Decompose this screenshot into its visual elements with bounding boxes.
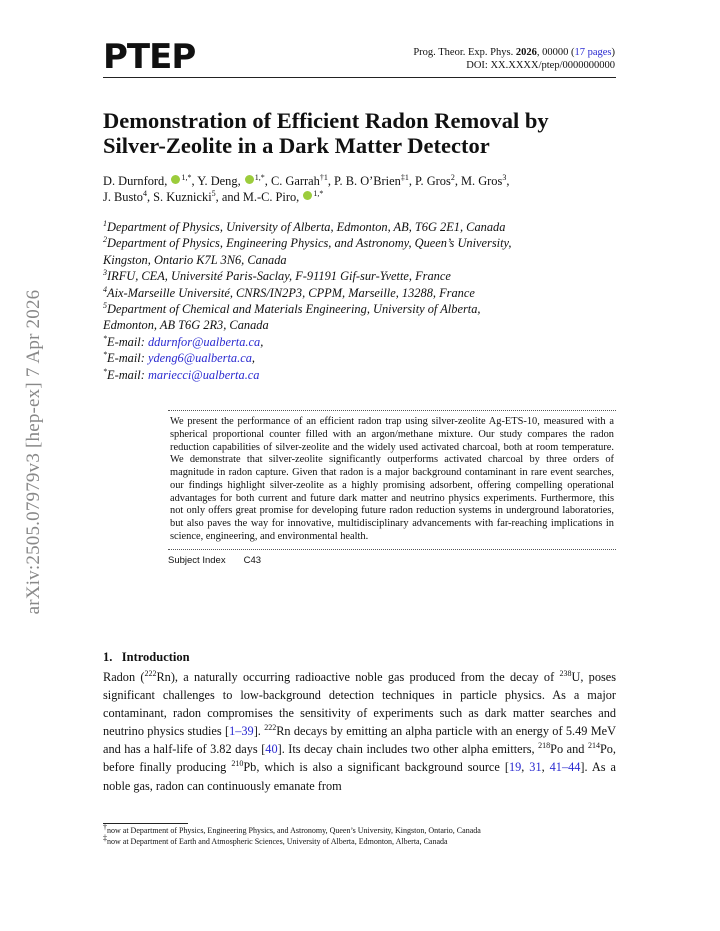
author-name: , S. Kuznicki (146, 190, 212, 204)
footnote-mark: ‡ (103, 832, 107, 842)
pages-close: ) (611, 47, 615, 58)
author-name: , P. B. O’Brien (327, 174, 401, 188)
citation-line (413, 46, 615, 59)
author-affil-mark: ‡1 (400, 172, 409, 182)
affiliation-line (103, 268, 623, 284)
isotope-mass: 214 (587, 741, 600, 751)
citation-link[interactable]: 19 (508, 760, 522, 775)
author-name: D. Durnford, (103, 174, 171, 188)
author-affil-mark: 3 (502, 172, 507, 182)
footnote-text: now at Department of Physics, Engineering Physics, and Astronomy, Queen’s University, Kingston, Ontario, Canada (107, 826, 481, 835)
body-text: ]. As a noble gas, radon can continuously emanate from (103, 760, 616, 793)
footnote-rule (103, 823, 188, 824)
affil-text: Aix-Marseille Université, CNRS/IN2P3, CPPM, Marseille, 13288, France (107, 285, 475, 300)
abstract-box (168, 410, 616, 566)
affil-text: Edmonton, AB T6G 2R3, Canada (103, 318, 269, 333)
author-affil-mark: †1 (319, 172, 328, 182)
affiliation-line (103, 235, 623, 251)
email-punct: , (251, 351, 256, 366)
section-number: 1. (103, 650, 113, 664)
body-text: U, poses significant challenges to low-background detection techniques in particle physics. As a major contaminant, radon compromises the sensitivity of experiments such as dark matter searches and neutrino physics studies [ (103, 670, 617, 739)
isotope-mass: 238 (559, 668, 572, 678)
isotope-mass: 222 (264, 723, 277, 733)
subject-label: Subject Index (168, 554, 226, 566)
affiliation-line (103, 219, 623, 235)
journal-name: Prog. Theor. Exp. Phys. (413, 47, 516, 58)
body-text: Radon ( (103, 670, 145, 684)
email-label: E-mail: (107, 334, 148, 349)
affil-text: Department of Chemical and Materials Engineering, University of Alberta, (107, 302, 481, 317)
author-name: , Y. Deng, (191, 174, 244, 188)
affiliation-line (103, 252, 623, 268)
affiliation-line (103, 317, 623, 333)
email-link[interactable]: mariecci@ualberta.ca (147, 367, 260, 382)
affil-number: 1 (103, 218, 107, 228)
email-punct: , (260, 334, 264, 349)
pages-link[interactable]: 17 pages (574, 47, 612, 58)
affil-number: 3 (103, 268, 107, 278)
isotope-mass: 210 (231, 759, 244, 769)
abstract-text: We present the performance of an efficient radon trap using silver-zeolite Ag-ETS-10, measured with a spherical proportional counter filled with an argon/methane mixture. Our study compares the radon reduction capabilities of silver-zeolite and the widely used activated charcoal, both at room temperature. We demonstrate that silver-zeolite significantly outperforms activated charcoal by three orders of magnitude in radon capture. Given that radon is a major background contaminant in rare event searches, our findings highlight silver-zeolite as a highly promising adsorbent, offering compelling operational advantages for both current and future dark matter and neutrino physics experiments. Furthermore, this not only offers great promise for developing future radon reduction systems in underground laboratories, but also paves the way for innovative, multidisciplinary advancements with far-reaching implications in science, engineering, and environmental health. (170, 416, 614, 542)
email-asterisk: * (103, 333, 107, 343)
paper-title (103, 108, 623, 158)
subject-code: C43 (243, 554, 262, 566)
affiliation-line (103, 285, 623, 301)
title-line-1: Demonstration of Efficient Radon Removal by (103, 108, 549, 133)
body-text: ]. Its decay chain includes two other alpha emitters, (277, 742, 539, 757)
abstract-top-rule (168, 410, 616, 411)
journal-logo: PTEP (103, 37, 196, 77)
author-affil-mark: 1,* (181, 172, 192, 182)
affil-text: Department of Physics, University of Alberta, Edmonton, AB, T6G 2E1, Canada (107, 220, 506, 234)
footnote (103, 822, 623, 837)
body-text: Pb, which is also a significant background source [ (243, 760, 509, 775)
email-asterisk: * (103, 366, 107, 376)
isotope-mass: 222 (144, 668, 157, 678)
citation-link[interactable]: 31 (529, 760, 542, 775)
footnote (103, 832, 623, 848)
orcid-icon[interactable] (171, 175, 180, 184)
affil-text: IRFU, CEA, Université Paris-Saclay, F-91191 Gif-sur-Yvette, France (107, 269, 451, 284)
article-number: , 00000 ( (536, 47, 575, 58)
subject-index (168, 555, 616, 566)
affil-number: 4 (103, 284, 107, 294)
affiliation-line (103, 301, 623, 317)
author-name: , C. Garrah (264, 174, 320, 188)
footnote-mark: † (103, 822, 107, 832)
author-affil-mark: 2 (450, 172, 455, 182)
author-affil-mark: 1,* (313, 188, 324, 198)
affil-number: 2 (103, 235, 107, 245)
footnote-text: now at Department of Earth and Atmospheric Sciences, University of Alberta, Edmonton, Alberta, Canada (107, 836, 448, 846)
author-separator: , (506, 174, 510, 188)
affil-text: Department of Physics, Engineering Physics, and Astronomy, Queen’s University, (107, 236, 512, 251)
citation-link[interactable]: 1–39 (229, 724, 254, 739)
section-heading (103, 650, 190, 665)
email-link[interactable]: ydeng6@ualberta.ca (147, 351, 252, 366)
section-title: Introduction (121, 650, 190, 664)
title-line-2: Silver-Zeolite in a Dark Matter Detector (103, 133, 490, 158)
journal-header (413, 46, 615, 72)
orcid-icon[interactable] (245, 175, 254, 184)
journal-year: 2026 (515, 47, 537, 58)
body-text: Po and (550, 742, 588, 757)
footnotes (103, 822, 623, 847)
author-list (103, 173, 623, 205)
body-text: ]. (253, 724, 265, 739)
email-line (103, 350, 623, 366)
affil-text: Kingston, Ontario K7L 3N6, Canada (103, 252, 287, 267)
email-label: E-mail: (107, 367, 148, 382)
isotope-mass: 218 (538, 741, 551, 751)
abstract-bottom-rule (168, 549, 616, 550)
author-name: J. Busto (103, 190, 143, 204)
header-rule (103, 77, 616, 78)
author-affil-mark: 1,* (254, 172, 265, 182)
body-text: , (541, 760, 550, 775)
orcid-icon[interactable] (303, 191, 312, 200)
email-line (103, 367, 623, 383)
author-affil-mark: 4 (142, 188, 147, 198)
body-text: Po, before finally producing (103, 742, 616, 775)
email-line (103, 334, 623, 350)
body-text: Rn decays by emitting an alpha particle with an energy of 5.49 MeV and has a half-life of 3.82 days [ (103, 724, 616, 757)
email-asterisk: * (103, 350, 107, 360)
author-name: , and M.-C. Piro, (215, 190, 303, 204)
author-affil-mark: 5 (211, 188, 216, 198)
arxiv-identifier (14, 262, 54, 642)
body-text: Rn), a naturally occurring radioactive noble gas produced from the decay of (156, 670, 560, 684)
affiliations (103, 219, 623, 383)
affil-number: 5 (103, 300, 107, 310)
doi-line: DOI: XX.XXXX/ptep/0000000000 (466, 60, 615, 71)
citation-link[interactable]: 40 (265, 742, 278, 757)
author-name: , M. Gros (454, 174, 503, 188)
email-link[interactable]: ddurnfor@ualberta.ca (147, 334, 261, 349)
citation-link[interactable]: 41–44 (549, 760, 581, 775)
email-label: E-mail: (107, 351, 148, 366)
introduction-paragraph (103, 668, 616, 795)
body-text: , (521, 760, 530, 775)
author-name: , P. Gros (408, 174, 451, 188)
arxiv-id-text: arXiv:2505.07979v3 [hep-ex] 7 Apr 2026 (23, 289, 44, 615)
